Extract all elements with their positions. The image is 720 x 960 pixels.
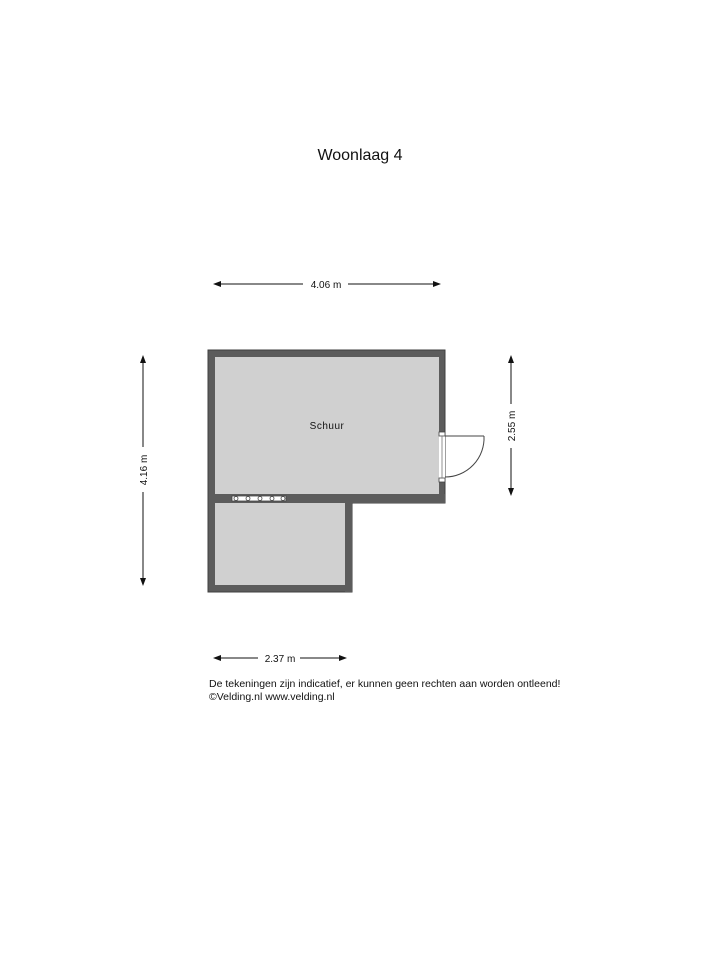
dimension-right-height	[507, 355, 518, 496]
dimension-top-width	[213, 280, 441, 291]
dimension-bottom-label: 2.37 m	[264, 654, 296, 665]
dimension-left-height	[139, 355, 150, 586]
floor-title: Woonlaag 4	[317, 147, 403, 164]
door	[439, 432, 484, 482]
disclaimer	[209, 678, 560, 704]
room-label-schuur: Schuur	[309, 421, 345, 432]
dimension-top-label: 4.06 m	[310, 280, 342, 291]
room-lower-floor	[215, 503, 345, 585]
disclaimer-line-2: ©Velding.nl www.velding.nl	[209, 691, 335, 703]
disclaimer-line-1: De tekeningen zijn indicatief, er kunnen geen rechten aan worden ontleend!	[209, 678, 561, 690]
interior-opening	[232, 496, 286, 501]
dimension-right-label: 2.55 m	[507, 410, 518, 442]
dimension-left-label: 4.16 m	[139, 454, 150, 486]
dimension-bottom-width	[213, 654, 347, 665]
